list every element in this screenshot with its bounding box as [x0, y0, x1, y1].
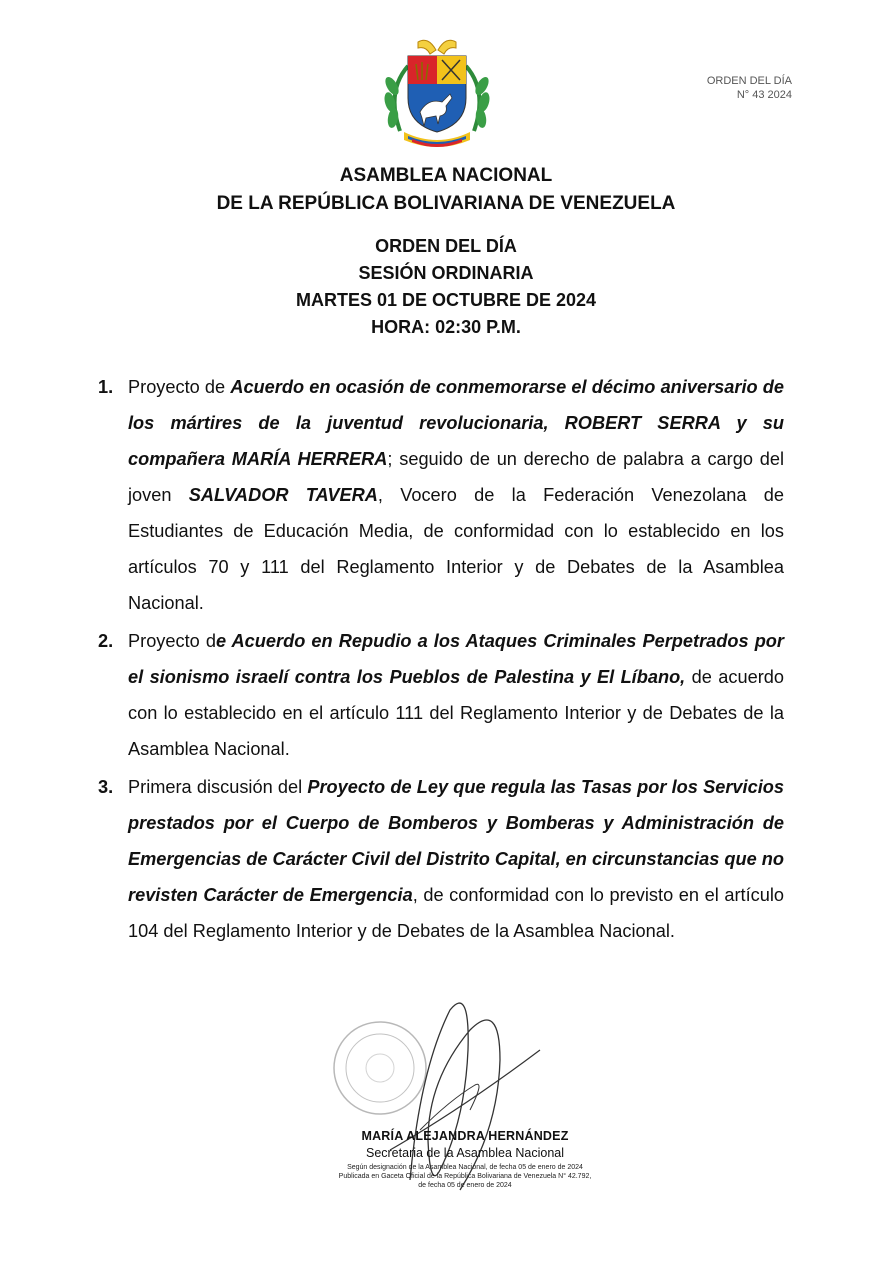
signatory-role: Secretaria de la Asamblea Nacional: [365, 1146, 565, 1160]
agenda-item-text: Proyecto d: [128, 631, 216, 651]
agenda-item-highlight: SALVADOR TAVERA: [188, 485, 378, 505]
institution-line2: DE LA REPÚBLICA BOLIVARIANA DE VENEZUELA: [216, 193, 676, 214]
agenda-item-number: 3.: [98, 777, 114, 797]
session-heading: [0, 233, 892, 341]
signatory-note: de fecha 05 de enero de 2024: [418, 1182, 512, 1189]
agenda-item-number: 1.: [98, 377, 114, 397]
agenda-item-text: , Vocero de la Federación Venezolana de Estudiantes de Educación Media, de conformidad con lo establecido en los artículos 70 y 111 del Reglamento Interior y de Debates de la Asamblea Nacional.: [128, 485, 784, 613]
agenda-item-highlight: Proyecto de Ley que regula las Tasas por los Servicios prestados por el Cuerpo de Bomberos y Bomberas y Administración de Emergencias de Carácter Civil del Distrito Capital, en circunstancias que no revisten Carácter de Emergencia: [128, 777, 784, 905]
reference-number: N° 43 2024: [736, 89, 792, 101]
agenda-item-text: Proyecto de: [128, 377, 231, 397]
agenda-item-1: [98, 369, 784, 621]
signatory-name: MARÍA ALEJANDRA HERNÁNDEZ: [361, 1129, 569, 1143]
signatory-note: Según designación de la Asamblea Nacional, de fecha 05 de enero de 2024: [347, 1164, 583, 1171]
agenda-item-text: , de conformidad con lo previsto en el artículo 104 del Reglamento Interior y de Debates de la Asamblea Nacional.: [128, 885, 784, 941]
agenda-item-number: 2.: [98, 631, 114, 651]
agenda-item-2: [98, 623, 784, 767]
agenda-item-highlight: Acuerdo en ocasión de conmemorarse el décimo aniversario de los mártires de la juventud revolucionaria, ROBERT SERRA y su compañera MARÍA HERRERA: [128, 377, 784, 469]
agenda-list: [98, 369, 784, 951]
session-type: SESIÓN ORDINARIA: [358, 263, 534, 283]
reference-title: ORDEN DEL DÍA: [706, 75, 792, 87]
agenda-item-text: Primera discusión del: [128, 777, 308, 797]
document-reference: [707, 74, 792, 102]
signatory-note: Publicada en Gaceta Oficial de la República Bolivariana de Venezuela N° 42.792,: [338, 1173, 592, 1180]
agenda-item-text: ; seguido de un derecho de palabra a cargo del joven: [128, 449, 784, 505]
institution-heading: [0, 162, 892, 218]
agenda-item-3: [98, 769, 784, 949]
agenda-item-highlight: e Acuerdo en Repudio a los Ataques Criminales Perpetrados por el sionismo israelí contra los Pueblos de Palestina y El Líbano,: [128, 631, 784, 687]
venezuela-coat-of-arms-icon: [378, 36, 496, 148]
agenda-item-text: de acuerdo con lo establecido en el artículo 111 del Reglamento Interior y de Debates de la Asamblea Nacional.: [128, 667, 784, 759]
institution-line1: ASAMBLEA NACIONAL: [339, 165, 553, 186]
session-time: HORA: 02:30 P.M.: [371, 317, 521, 337]
session-title: ORDEN DEL DÍA: [375, 236, 517, 256]
session-date: MARTES 01 DE OCTUBRE DE 2024: [295, 290, 597, 310]
